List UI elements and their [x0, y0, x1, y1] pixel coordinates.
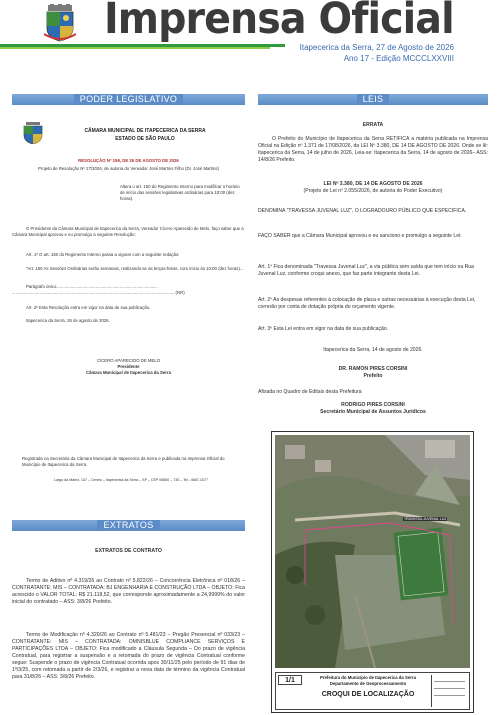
errata-text: O Prefeito do Município de Itapecerica da Serra RETIFICA a matéria publicada na Imprensa Oficial na Edição nº 1.371 de 17/08/2026, da LEI Nº 3.380, DE 14 DE AGOSTO DE 2026. Onde se lê: Itapecerica da Serra, 14 de julho de 2026, Leia-se: Itapecerica da Serra, 14 de agosto de 2026– ASS: 14/8/26 Prefeito. [258, 136, 488, 163]
croqui-map [271, 431, 474, 713]
map-footer-title: CROQUI DE LOCALIZAÇÃO [321, 691, 415, 698]
issue-edition: Ano 17 - Edição MCCCLXXVIII [343, 54, 454, 63]
errata-title: ERRATA [362, 122, 384, 128]
camara-endereco: Largo da Matriz, 147 – Centro – Itapecerica da Serra – SP – CEP 06850 – 730 – Tel.: 4667-1577 [54, 478, 208, 482]
signer-name: CÍCERO APARECIDO DE MELO [96, 358, 161, 363]
lei-title: LEI Nº 3.380, DE 14 DE AGOSTO DE 2026 [323, 181, 423, 187]
lei-subtitle: (Projeto de Lei nº 2.055/2026, de autoria do Poder Executivo) [303, 187, 443, 194]
resolucao-dots: ........................................................................................................................................ (NR) [12, 289, 185, 295]
city-crest-icon [44, 4, 76, 42]
secretario-name: RODRIGO PIRES CORSINI [341, 402, 405, 408]
resolucao-title: RESOLUÇÃO Nº 159, DE 26 DE AGOSTO DE 2026 [78, 158, 179, 163]
issue-date: Itapecerica da Serra, 27 de Agosto de 2026 [299, 43, 454, 52]
lei-art3: Art. 3º Esta Lei entra em vigor na data de sua publicação. [258, 326, 389, 332]
secretario-role: Secretário Municipal de Assuntos Jurídicos [320, 408, 426, 415]
camara-state: ESTADO DE SÃO PAULO [115, 136, 175, 142]
prefeito-role: Prefeito [363, 372, 383, 379]
prefeito-name: DR. RAMON PIRES CORSINI [338, 366, 408, 372]
camara-name: CÂMARA MUNICIPAL DE ITAPECERICA DA SERRA [84, 128, 206, 134]
resolucao-registro: Registrada na Secretaria da Câmara Municipal de Itapecerica da Serra e publicada na Imprensa Oficial do Município de Itapecerica da Serra. [22, 456, 225, 467]
aerial-map-image [275, 435, 470, 668]
resolucao-paragrafo: Parágrafo único..................................................................................... [26, 284, 158, 289]
lei-local-data: Itapecerica da Serra, 14 de agosto de 2026. [323, 347, 423, 353]
section-bar-leis: LEIS [258, 94, 488, 105]
map-footer-info-box [431, 675, 467, 707]
lei-faco-saber: FAÇO SABER que a Câmara Municipal aprovou e eu sanciono e promulgo a seguinte Lei: [258, 233, 462, 239]
resolucao-ementa: Altera o art. 150 do Regimento Interno para modificar o horário de início das sessões legislativas ordinárias para 10:00 (dez horas). [120, 184, 240, 201]
extrato-modificacao: Termo de Modificação nº 4.320/26 ao Contrato nº 5.481/23 – Pregão Presencial nº 033/23 – CONTRATANTE: MIS – CONTRATADA: OMNISBLUE COMPLIANCE SERVIÇOS E PARTICIPAÇÕES LTDA – OBJETO: Fica modificado a Cláusula Segunda – Do prazo de vigência Contratual, para registrar a suspensão e a retomada do prazo de vigência Contratual conforme segue: Suspende o prazo de vigência Contratual ocorrida apos 30/11/25 pelo período de 91 dias de 1º/3/25, com retomada a partir de 2/3/26, e registrar a nova data de término da vigência Contratual para 31/8/26 – ASS: 3/8/26 Prefeito. [12, 632, 245, 681]
map-title-block [275, 672, 470, 710]
resolucao-art150: "Art. 150 As Sessões Ordinárias serão semanais, realizando-se às terças-feiras, com início às 10:00 (dez horas)... [26, 266, 244, 271]
map-footer-dept: Departamento de Geoprocessamento [329, 681, 407, 686]
newspaper-title: Imprensa Oficial [104, 0, 454, 44]
section-bar-poder-legislativo: PODER LEGISLATIVO [12, 94, 245, 105]
map-footer-org: Prefeitura do Município de Itapecerica da Serra [320, 675, 416, 680]
map-sheet-number: 1/1 [278, 675, 302, 685]
lei-denomina: DENOMINA "TRAVESSA JUVENAL LUZ", O LOGRADOURO PÚBLICO QUE ESPECIFICA. [258, 208, 467, 214]
resolucao-art2: Art. 2º Esta Resolução entra em vigor na data de sua publicação. [26, 305, 151, 310]
lei-art2: Art. 2º As despesas referentes à colocação de placa e outras necessárias à execução desta Lei, correrão por conta de dotação própria do orçamento vigente. [258, 297, 476, 310]
camara-crest-icon [22, 122, 44, 144]
lei-afixada: Afixada no Quadro de Editais desta Prefeitura [258, 389, 362, 395]
resolucao-art1: Art. 1º O art. 150 do Regimento Interno passa a vigorar com a seguinte redação: [26, 252, 180, 257]
signer-role: Presidente [117, 363, 140, 369]
map-road-label: TRAVESSA JUVENAL LUZ [404, 517, 447, 521]
masthead [0, 0, 499, 68]
resolucao-local-data: Itapecerica da Serra, 26 de agosto de 2026. [26, 318, 110, 323]
extratos-title: EXTRATOS DE CONTRATO [95, 548, 162, 554]
signer-org: Câmara Municipal de Itapecerica da Serra [85, 369, 172, 375]
resolucao-projeto: Projeto de Resolução Nº 27/2026, de autoria do Vereador José Martins Filho (Dr. José Martins) [38, 165, 219, 171]
resolucao-preambulo: O Presidente da Câmara Municipal de Itapecerica da Serra, Vereador Cícero Aparecido de Melo, faço saber que a Câmara Municipal aprovou e eu promulgo a seguinte Resolução: [12, 226, 244, 237]
extrato-aditivo: Termo de Aditivo nº 4.319/26 ao Contrato nº 5.822/26 – Concorrência Eletrônica nº 018/26 – CONTRATANTE: MIS – CONTRATADA: BJ ENGENHARIA E CONSTRUÇÃO LTDA – OBJETO: Fica acrescido o VALOR TOTAL: R$ 21.118,52, que corresponde aproximadamente a 24,9999% do valor inicial do contratado – ASS: 3/8/26 Prefeito. [12, 578, 245, 606]
lei-art1: Art. 1º Fica denominada "Travessa Juvenal Luz", a via pública sem saída que tem início na Rua Juvenal Luz, conforme croqui anexo, que faz parte integrante desta Lei. [258, 264, 474, 277]
section-bar-extratos: EXTRATOS [12, 520, 245, 531]
